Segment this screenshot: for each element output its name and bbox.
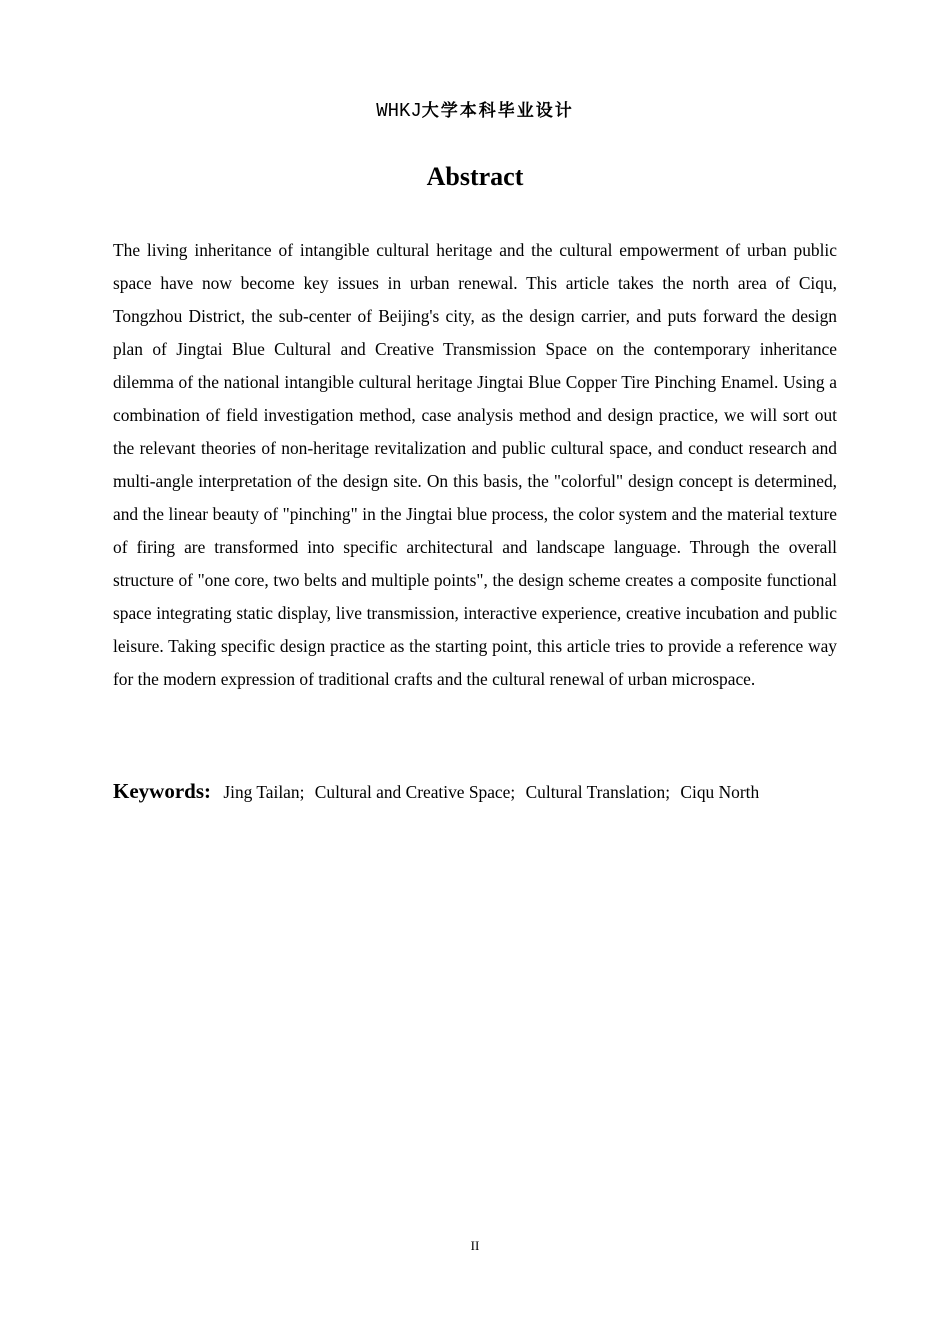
keywords-label: Keywords: [113,779,211,803]
header-cjk: 大学本科毕业设计 [421,101,574,121]
keyword-separator: ; [510,782,516,802]
keyword-separator: ; [665,782,671,802]
keyword-item: Cultural Translation [525,782,666,802]
abstract-body: The living inheritance of intangible cultural heritage and the cultural empowerment of urban public space have now become key issues in urban renewal. This article takes the north area of Ciqu, Tongzhou District, the sub-center of Beijing's city, as the design carrier, and puts forward the design plan of Jingtai Blue Cultural and Creative Transmission Space on the contemporary inheritance dilemma of the national intangible cultural heritage Jingtai Blue Copper Tire Pinching Enamel. Using a combination of field investigation method, case analysis method and design practice, we will sort out the relevant theories of non-heritage revitalization and public cultural space, and conduct research and multi-angle interpretation of the design site. On this basis, the "colorful" design concept is determined, and the linear beauty of "pinching" in the Jingtai blue process, the color system and the material texture of firing are transformed into specific architectural and landscape language. Through the overall structure of "one core, two belts and multiple points", the design scheme creates a composite functional space integrating static display, live transmission, interactive experience, creative incubation and public leisure. Taking specific design practice as the starting point, this article tries to provide a reference way for the modern expression of traditional crafts and the cultural renewal of urban microspace. [113,240,837,689]
keyword-item: Jing Tailan [223,782,300,802]
keyword-separator: ; [299,782,305,802]
keyword-item: Ciqu North [680,782,760,802]
abstract-title: Abstract [426,162,524,191]
keywords-line [113,775,837,809]
running-header [0,96,950,122]
page-number: II [470,1238,480,1253]
keyword-item: Cultural and Creative Space [314,782,511,802]
header-latin: WHKJ [376,100,422,122]
